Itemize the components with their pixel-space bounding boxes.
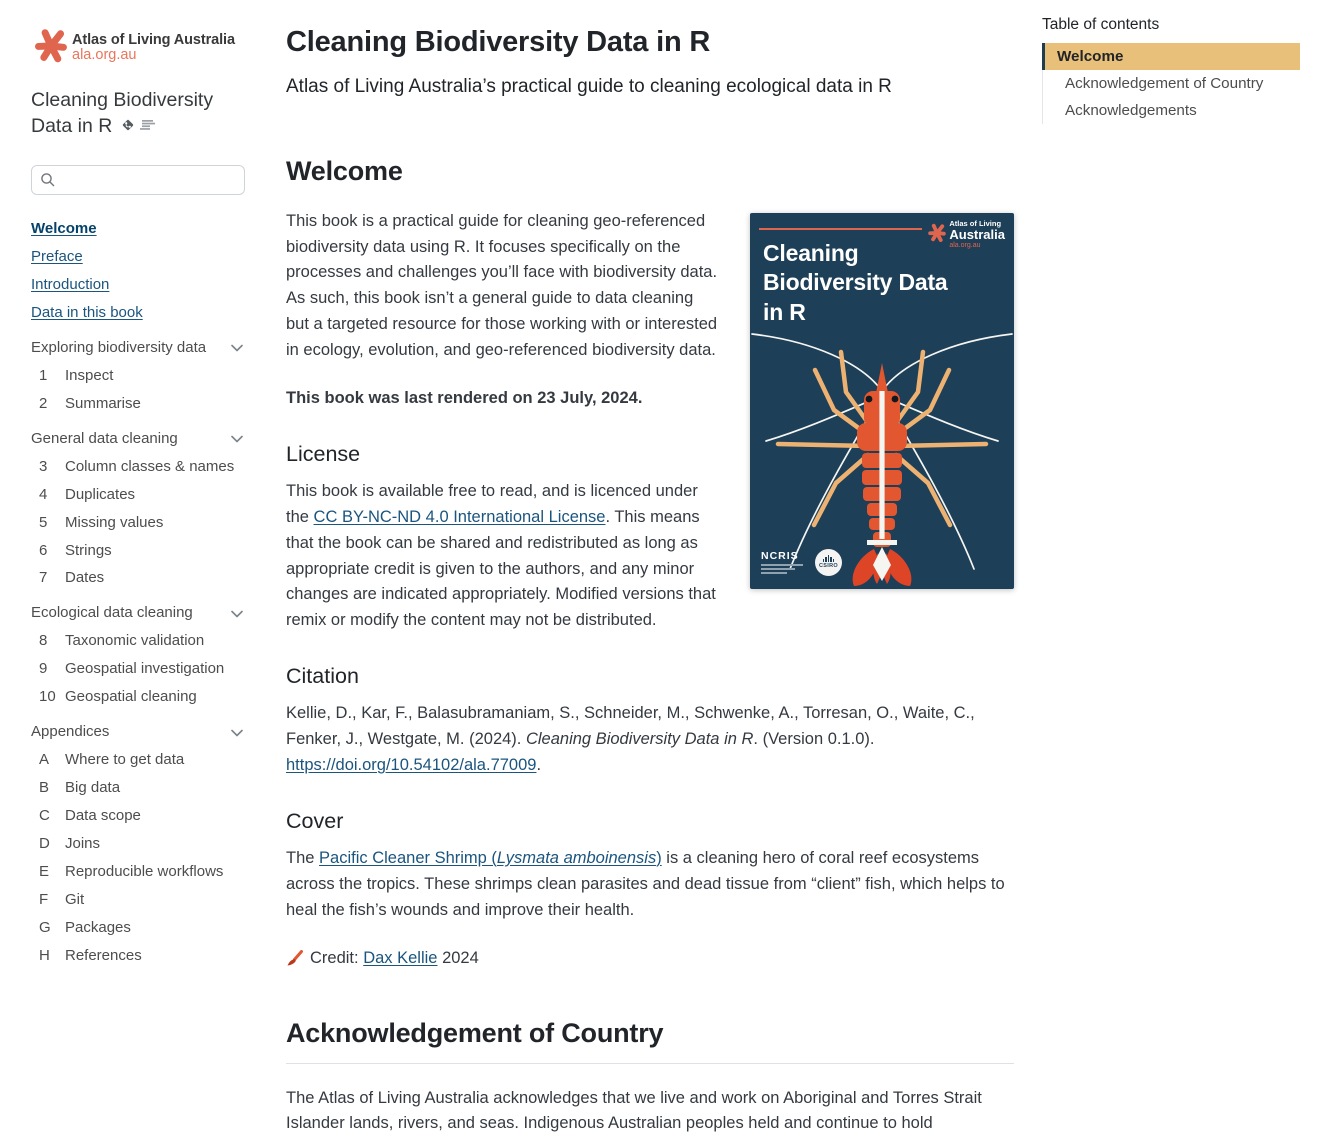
sidebar-item-label: Introduction <box>31 276 109 295</box>
chapter-number: 5 <box>39 514 57 533</box>
sidebar-item-git[interactable] <box>31 886 245 914</box>
cover-brand-top: Atlas of Living <box>949 219 1005 228</box>
license-heading: License <box>286 442 1014 467</box>
sidebar-item-label: General data cleaning <box>31 430 231 449</box>
sidebar-item-general-data-cleaning[interactable] <box>31 425 245 453</box>
sidebar-item-label: Big data <box>65 779 120 798</box>
chapter-number: 9 <box>39 660 57 679</box>
sidebar-item-introduction[interactable] <box>31 272 245 300</box>
ncris-logo: NCRIS <box>761 550 803 574</box>
sidebar-item-geospatial-investigation[interactable] <box>31 656 245 684</box>
sidebar-item-label: Joins <box>65 835 100 854</box>
sidebar-item-label: Welcome <box>31 220 97 239</box>
cover-paragraph: The Pacific Cleaner Shrimp (Lysmata amboinensis) is a cleaning hero of coral reef ecosystems across the tropics. These shrimps clean parasites and dead tissue from “client” fish, which helps to heal the fish’s wounds and improve their health. <box>286 846 1014 924</box>
sidebar-item-packages[interactable] <box>31 914 245 942</box>
sidebar-item-label: Where to get data <box>65 751 184 770</box>
sidebar-item-duplicates[interactable] <box>31 481 245 509</box>
sidebar-item-label: Strings <box>65 542 112 561</box>
sidebar-item-label: Taxonomic validation <box>65 632 204 651</box>
toc-item-acknowledgement-of-country[interactable]: Acknowledgement of Country <box>1042 70 1300 97</box>
sidebar-nav <box>31 216 245 970</box>
chapter-number: G <box>39 919 57 938</box>
chapter-number: 4 <box>39 486 57 505</box>
license-link[interactable]: CC BY-NC-ND 4.0 International License <box>314 508 606 526</box>
cover-book-title: Cleaning Biodiversity Data in R <box>763 239 971 327</box>
sidebar-item-appendices[interactable] <box>31 719 245 747</box>
main-content <box>265 0 1014 1077</box>
page-subtitle: Atlas of Living Australia’s practical guide to cleaning ecological data in R <box>286 75 1014 100</box>
sidebar-item-label: Duplicates <box>65 486 135 505</box>
citation-paragraph: Kellie, D., Kar, F., Balasubramaniam, S., Schneider, M., Schwenke, A., Torresan, O., Waite, C., Fenker, J., Westgate, M. (2024). Cleaning Biodiversity Data in R. (Version 0.1.0). https://doi.org/10.54102/ala.77009. <box>286 701 1014 779</box>
shrimp-link[interactable]: Pacific Cleaner Shrimp (Lysmata amboinensis) <box>319 849 662 867</box>
chapter-number: 6 <box>39 542 57 561</box>
brand-url: ala.org.au <box>72 48 235 64</box>
welcome-heading: Welcome <box>286 156 1014 187</box>
chapter-number: D <box>39 835 57 854</box>
sidebar-item-label: Ecological data cleaning <box>31 604 231 623</box>
sidebar-item-label: Geospatial investigation <box>65 660 224 679</box>
sidebar-item-strings[interactable] <box>31 537 245 565</box>
sidebar-item-label: Git <box>65 891 84 910</box>
chevron-down-icon[interactable] <box>231 610 243 618</box>
sidebar-item-label: Data scope <box>65 807 141 826</box>
credit-line: Credit: Dax Kellie 2024 <box>286 946 1014 972</box>
rendered-note: This book was last rendered on 23 July, 2024. <box>286 386 1014 412</box>
welcome-paragraph: This book is a practical guide for cleaning geo-referenced biodiversity data using R. It focuses specifically on the processes and challenges you’ll face with biodiversity data. As such, this book isn’t a general guide to data cleaning but a targeted resource for those working with or interested in ecology, evolution, and geo-referenced biodiversity data. <box>286 209 1014 364</box>
chapter-number: B <box>39 779 57 798</box>
table-of-contents <box>1042 0 1300 1077</box>
sidebar-item-where-to-get-data[interactable] <box>31 747 245 775</box>
brand-name: Atlas of Living Australia <box>72 32 235 48</box>
sidebar-item-data-in-this-book[interactable] <box>31 299 245 327</box>
sidebar-item-dates[interactable] <box>31 565 245 593</box>
csiro-logo: CSIRO <box>815 549 842 576</box>
search-input[interactable] <box>62 172 236 188</box>
sidebar-item-label: Summarise <box>65 395 141 414</box>
chapter-number: 1 <box>39 367 57 386</box>
ala-logo[interactable] <box>31 28 245 66</box>
chapter-number: 7 <box>39 569 57 588</box>
paintbrush-icon <box>286 950 303 967</box>
chapter-number: A <box>39 751 57 770</box>
chapter-number: H <box>39 947 57 966</box>
page-title: Cleaning Biodiversity Data in R <box>286 26 1014 59</box>
chapter-number: 2 <box>39 395 57 414</box>
git-repo-icon[interactable] <box>121 118 135 132</box>
sidebar-item-reproducible-workflows[interactable] <box>31 858 245 886</box>
sidebar-item-data-scope[interactable] <box>31 802 245 830</box>
sidebar-item-label: Missing values <box>65 514 163 533</box>
citation-book-title: Cleaning Biodiversity Data in R <box>526 730 753 748</box>
cover-brand-url: ala.org.au <box>949 242 1005 249</box>
sidebar-item-missing-values[interactable] <box>31 509 245 537</box>
sidebar-item-label: Appendices <box>31 723 231 742</box>
sidebar-item-references[interactable] <box>31 942 245 970</box>
sidebar-item-label: Data in this book <box>31 304 143 323</box>
sidebar-item-big-data[interactable] <box>31 774 245 802</box>
toc-item-acknowledgements[interactable]: Acknowledgements <box>1042 97 1300 124</box>
chapter-number: 8 <box>39 632 57 651</box>
sidebar <box>0 0 265 1077</box>
toc-item-welcome[interactable]: Welcome <box>1042 43 1300 70</box>
sidebar-item-label: References <box>65 947 142 966</box>
sidebar-item-label: Column classes & names <box>65 458 234 477</box>
toc-list <box>1042 43 1300 124</box>
sidebar-item-label: Dates <box>65 569 104 588</box>
sidebar-book-title[interactable]: Cleaning Biodiversity Data in R <box>31 87 245 140</box>
text-lines-icon[interactable] <box>140 119 155 132</box>
sidebar-item-welcome[interactable] <box>31 216 245 244</box>
search-icon <box>40 172 56 188</box>
sidebar-item-inspect[interactable] <box>31 362 245 390</box>
sidebar-item-label: Inspect <box>65 367 113 386</box>
sidebar-item-summarise[interactable] <box>31 390 245 418</box>
book-cover-image[interactable] <box>750 213 1014 589</box>
shrimp-illustration <box>750 213 1014 589</box>
chevron-down-icon[interactable] <box>231 729 243 737</box>
sidebar-item-taxonomic-validation[interactable] <box>31 628 245 656</box>
license-paragraph: This book is available free to read, and is licenced under the CC BY-NC-ND 4.0 International License. This means that the book can be shared and redistributed as long as appropriate credit is given to the authors, and any minor changes are indicated appropriately. Modified versions that remix or modify the content may not be distributed. <box>286 479 1014 634</box>
chapter-number: F <box>39 891 57 910</box>
sidebar-item-label: Reproducible workflows <box>65 863 223 882</box>
doi-link[interactable]: https://doi.org/10.54102/ala.77009 <box>286 756 536 774</box>
sidebar-item-preface[interactable] <box>31 244 245 272</box>
sidebar-item-ecological-data-cleaning[interactable] <box>31 600 245 628</box>
sidebar-item-label: Exploring biodiversity data <box>31 339 231 358</box>
acknowledgement-paragraph: The Atlas of Living Australia acknowledges that we live and work on Aboriginal and Torres Strait Islander lands, rivers, and seas. Indigenous Australian peoples held and continue to hold <box>286 1086 1014 1137</box>
sidebar-item-label: Geospatial cleaning <box>65 688 197 707</box>
sidebar-item-geospatial-cleaning[interactable] <box>31 684 245 712</box>
cover-brand-main: Australia <box>949 228 1005 241</box>
search-box[interactable] <box>31 165 245 195</box>
sidebar-item-joins[interactable] <box>31 830 245 858</box>
citation-heading: Citation <box>286 664 1014 689</box>
chevron-down-icon[interactable] <box>231 344 243 352</box>
sidebar-item-label: Preface <box>31 248 83 267</box>
sidebar-item-label: Packages <box>65 919 131 938</box>
credit-author-link[interactable]: Dax Kellie <box>363 949 437 967</box>
cover-heading: Cover <box>286 809 1014 834</box>
sidebar-item-exploring-biodiversity-data[interactable] <box>31 334 245 362</box>
toc-title: Table of contents <box>1042 16 1300 34</box>
chapter-number: E <box>39 863 57 882</box>
chapter-number: 3 <box>39 458 57 477</box>
chapter-number: C <box>39 807 57 826</box>
sidebar-item-column-classes-names[interactable] <box>31 453 245 481</box>
cover-partner-logos <box>761 549 842 576</box>
chevron-down-icon[interactable] <box>231 435 243 443</box>
ala-logo-icon <box>31 26 71 66</box>
acknowledgement-heading: Acknowledgement of Country <box>286 1018 1014 1064</box>
chapter-number: 10 <box>39 688 57 707</box>
